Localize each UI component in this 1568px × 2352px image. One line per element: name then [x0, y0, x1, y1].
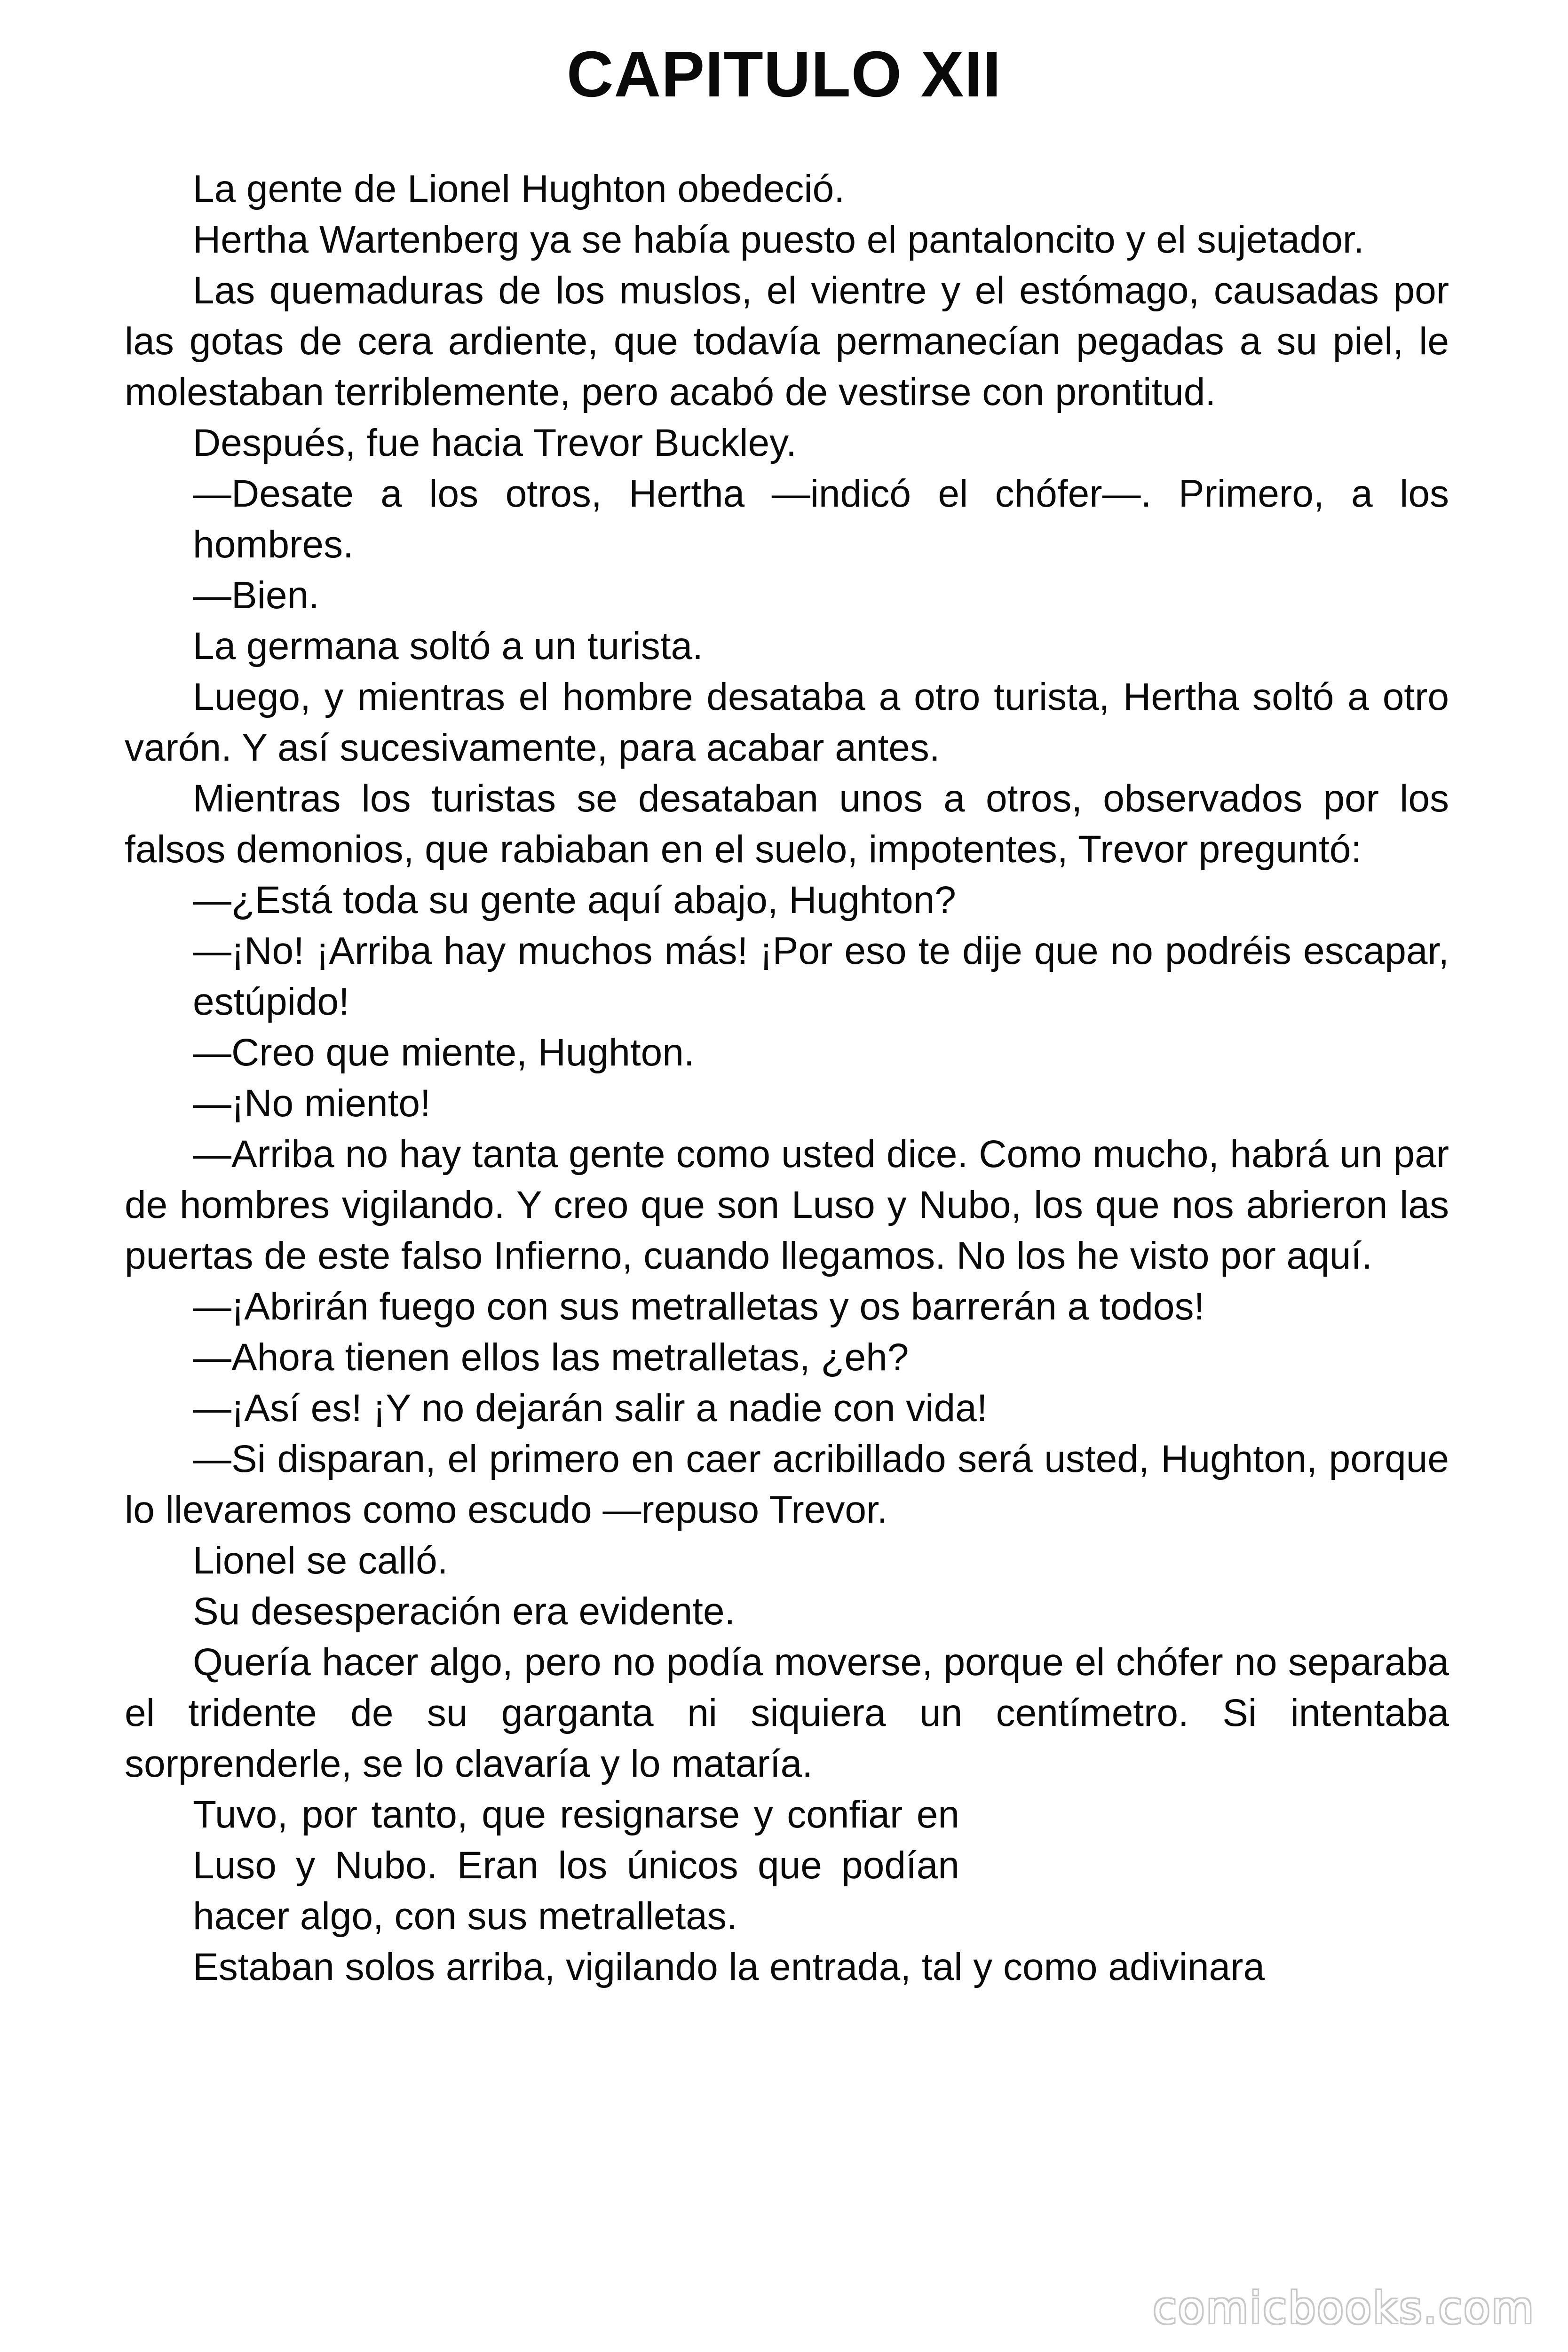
dialogue-line: —¡Abrirán fuego con sus metralletas y os barrerán a todos!: [193, 1285, 1205, 1328]
dialogue-line: —Ahora tienen ellos las metralletas, ¿eh?: [193, 1336, 909, 1379]
paragraph: Quería hacer algo, pero no podía moverse, porque el chófer no separaba el tridente de su garganta ni siquiera un centímetro. Si intentaba sorprenderle, se lo clavaría y lo mataría.: [125, 1641, 1449, 1785]
dialogue-line: —¡No miento!: [193, 1082, 431, 1125]
paragraph: Después, fue hacia Trevor Buckley.: [193, 421, 797, 464]
dialogue-line: —¡Así es! ¡Y no dejarán salir a nadie con vida!: [193, 1387, 988, 1430]
paragraph: Luego, y mientras el hombre desataba a otro turista, Hertha soltó a otro varón. Y así sucesivamente, para acabar antes.: [125, 675, 1449, 769]
chapter-body: [125, 164, 1449, 1993]
paragraph: Mientras los turistas se desataban unos a otros, observados por los falsos demonios, que rabiaban en el suelo, impotentes, Trevor preguntó:: [125, 777, 1449, 871]
dialogue-line: —¿Está toda su gente aquí abajo, Hughton?: [193, 879, 956, 922]
paragraph: La germana soltó a un turista.: [193, 625, 703, 667]
paragraph: Lionel se calló.: [193, 1539, 448, 1582]
chapter-title: CAPITULO XII: [566, 38, 1002, 111]
dialogue-line: —¡No! ¡Arriba hay muchos más! ¡Por eso te dije que no podréis escapar, estúpido!: [193, 930, 1449, 1023]
site-watermark: comicbooks.com: [1153, 2283, 1535, 2333]
dialogue-line: —Desate a los otros, Hertha —indicó el chófer—. Primero, a los hombres.: [193, 472, 1449, 566]
dialogue-line: —Creo que miente, Hughton.: [193, 1031, 695, 1074]
paragraph: La gente de Lionel Hughton obedeció.: [193, 167, 845, 210]
dialogue-line: —Bien.: [193, 574, 319, 617]
paragraph: Las quemaduras de los muslos, el vientre y el estómago, causadas por las gotas de cera ardiente, que todavía permanecían pegadas a su piel, le molestaban terriblemente, pero acabó de vestirse con prontitud.: [125, 269, 1449, 413]
dialogue-line: —Si disparan, el primero en caer acribillado será usted, Hughton, porque lo llevaremos como escudo —repuso Trevor.: [125, 1438, 1449, 1531]
paragraph: Su desesperación era evidente.: [193, 1590, 736, 1633]
paragraph: Tuvo, por tanto, que resignarse y confiar en Luso y Nubo. Eran los únicos que podían hacer algo, con sus metralletas.: [193, 1793, 959, 1938]
paragraph: Estaban solos arriba, vigilando la entrada, tal y como adivinara: [193, 1946, 1265, 1988]
dialogue-line: —Arriba no hay tanta gente como usted dice. Como mucho, habrá un par de hombres vigilando. Y creo que son Luso y Nubo, los que nos abrieron las puertas de este falso Infierno, cuando llegamos. No los he visto por aquí.: [125, 1133, 1449, 1277]
paragraph: Hertha Wartenberg ya se había puesto el pantaloncito y el sujetador.: [193, 218, 1364, 261]
